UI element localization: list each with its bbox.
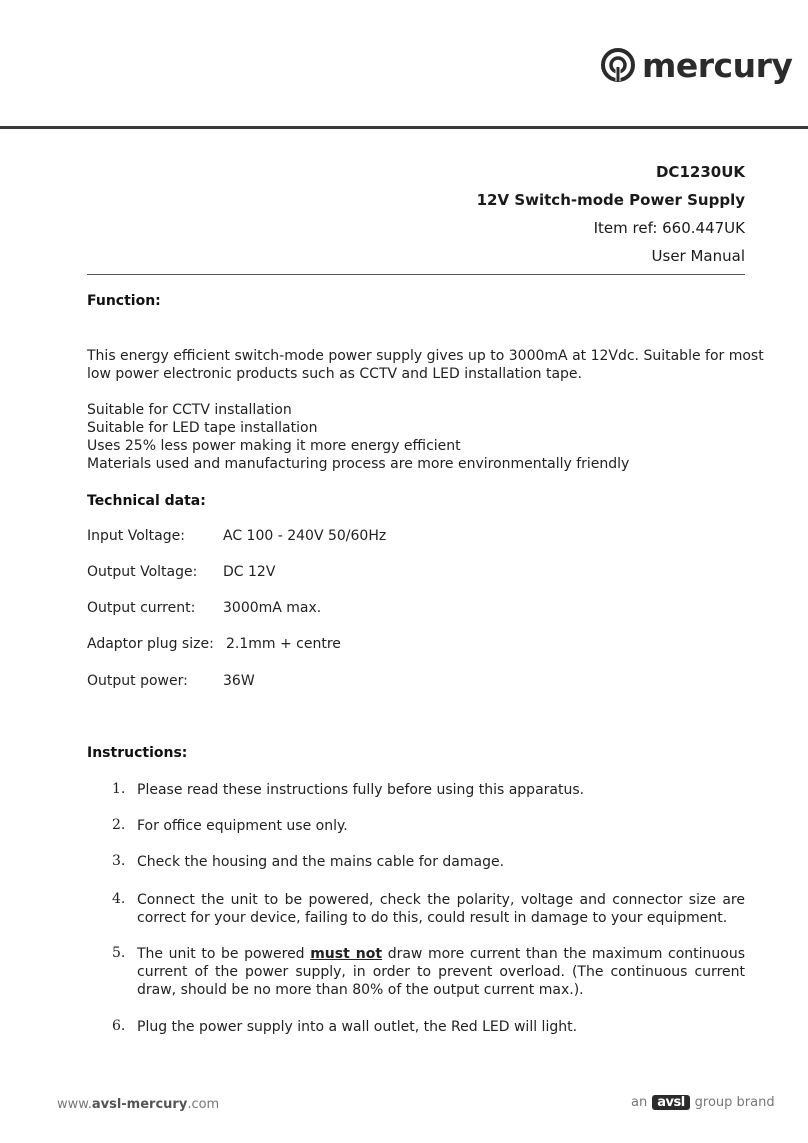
item-ref: Item ref: 660.447UK [593, 219, 745, 237]
instruction-number: 3. [112, 853, 126, 869]
brand-name: mercury [642, 45, 793, 85]
feature-item: Suitable for LED tape installation [87, 420, 318, 436]
spec-value: 36W [223, 673, 255, 689]
title-divider [87, 274, 745, 275]
instruction-text [137, 945, 745, 999]
instruction-text: Check the housing and the mains cable for damage. [137, 854, 505, 870]
brand-prefix: an [631, 1095, 648, 1110]
spec-label: Output power: [87, 673, 188, 689]
function-intro-line: low power electronic products such as CCTV and LED installation tape. [87, 366, 582, 382]
header-divider [0, 126, 808, 129]
instructions-heading: Instructions: [87, 745, 188, 761]
instruction-number: 4. [112, 891, 126, 907]
function-heading: Function: [87, 293, 161, 309]
product-title: 12V Switch-mode Power Supply [476, 191, 745, 209]
spec-value: AC 100 - 240V 50/60Hz [223, 528, 387, 544]
spec-label: Output current: [87, 600, 196, 616]
avsl-logo: avsl [652, 1095, 689, 1110]
instruction-text: Connect the unit to be powered, check the polarity, voltage and connector size are correct for your device, failing to do this, could result in damage to your equipment. [137, 892, 745, 926]
spec-label: Adaptor plug size: [87, 636, 214, 652]
footer-brand [631, 1095, 775, 1110]
spec-value: 3000mA max. [223, 600, 322, 616]
spec-value: DC 12V [223, 564, 276, 580]
spec-value: 2.1mm + centre [226, 636, 341, 652]
must-not-emphasis: must not [310, 946, 383, 962]
instruction-number: 6. [112, 1018, 126, 1034]
url-prefix: www. [57, 1097, 92, 1112]
model-number: DC1230UK [655, 163, 745, 181]
instruction-number: 5. [112, 945, 126, 961]
technical-heading: Technical data: [87, 493, 206, 509]
instruction-text: Please read these instructions fully before using this apparatus. [137, 782, 585, 798]
feature-item: Materials used and manufacturing process are more environmentally friendly [87, 456, 630, 472]
brand-suffix: group brand [694, 1095, 775, 1110]
document-type: User Manual [651, 247, 745, 265]
instruction-text: For office equipment use only. [137, 818, 348, 834]
instruction-text-part: draw more current than the maximum continuous current of the power supply, in order to prevent overload. (The continuous current draw, should be no more than 80% of the output current max.). [137, 946, 746, 998]
feature-item: Suitable for CCTV installation [87, 402, 292, 418]
instruction-number: 1. [112, 781, 126, 797]
spec-label: Output Voltage: [87, 564, 198, 580]
url-domain: avsl-mercury [91, 1097, 188, 1112]
function-intro-line: This energy efficient switch-mode power supply gives up to 3000mA at 12Vdc. Suitable for most [87, 348, 764, 364]
instruction-text: Plug the power supply into a wall outlet, the Red LED will light. [137, 1019, 578, 1035]
spec-label: Input Voltage: [87, 528, 185, 544]
footer-website [57, 1097, 219, 1112]
feature-item: Uses 25% less power making it more energy efficient [87, 438, 461, 454]
url-suffix: .com [187, 1097, 220, 1112]
mercury-ring-icon [600, 47, 636, 83]
instruction-number: 2. [112, 817, 126, 833]
instruction-text-part: The unit to be powered [137, 946, 305, 962]
brand-logo [600, 45, 792, 85]
